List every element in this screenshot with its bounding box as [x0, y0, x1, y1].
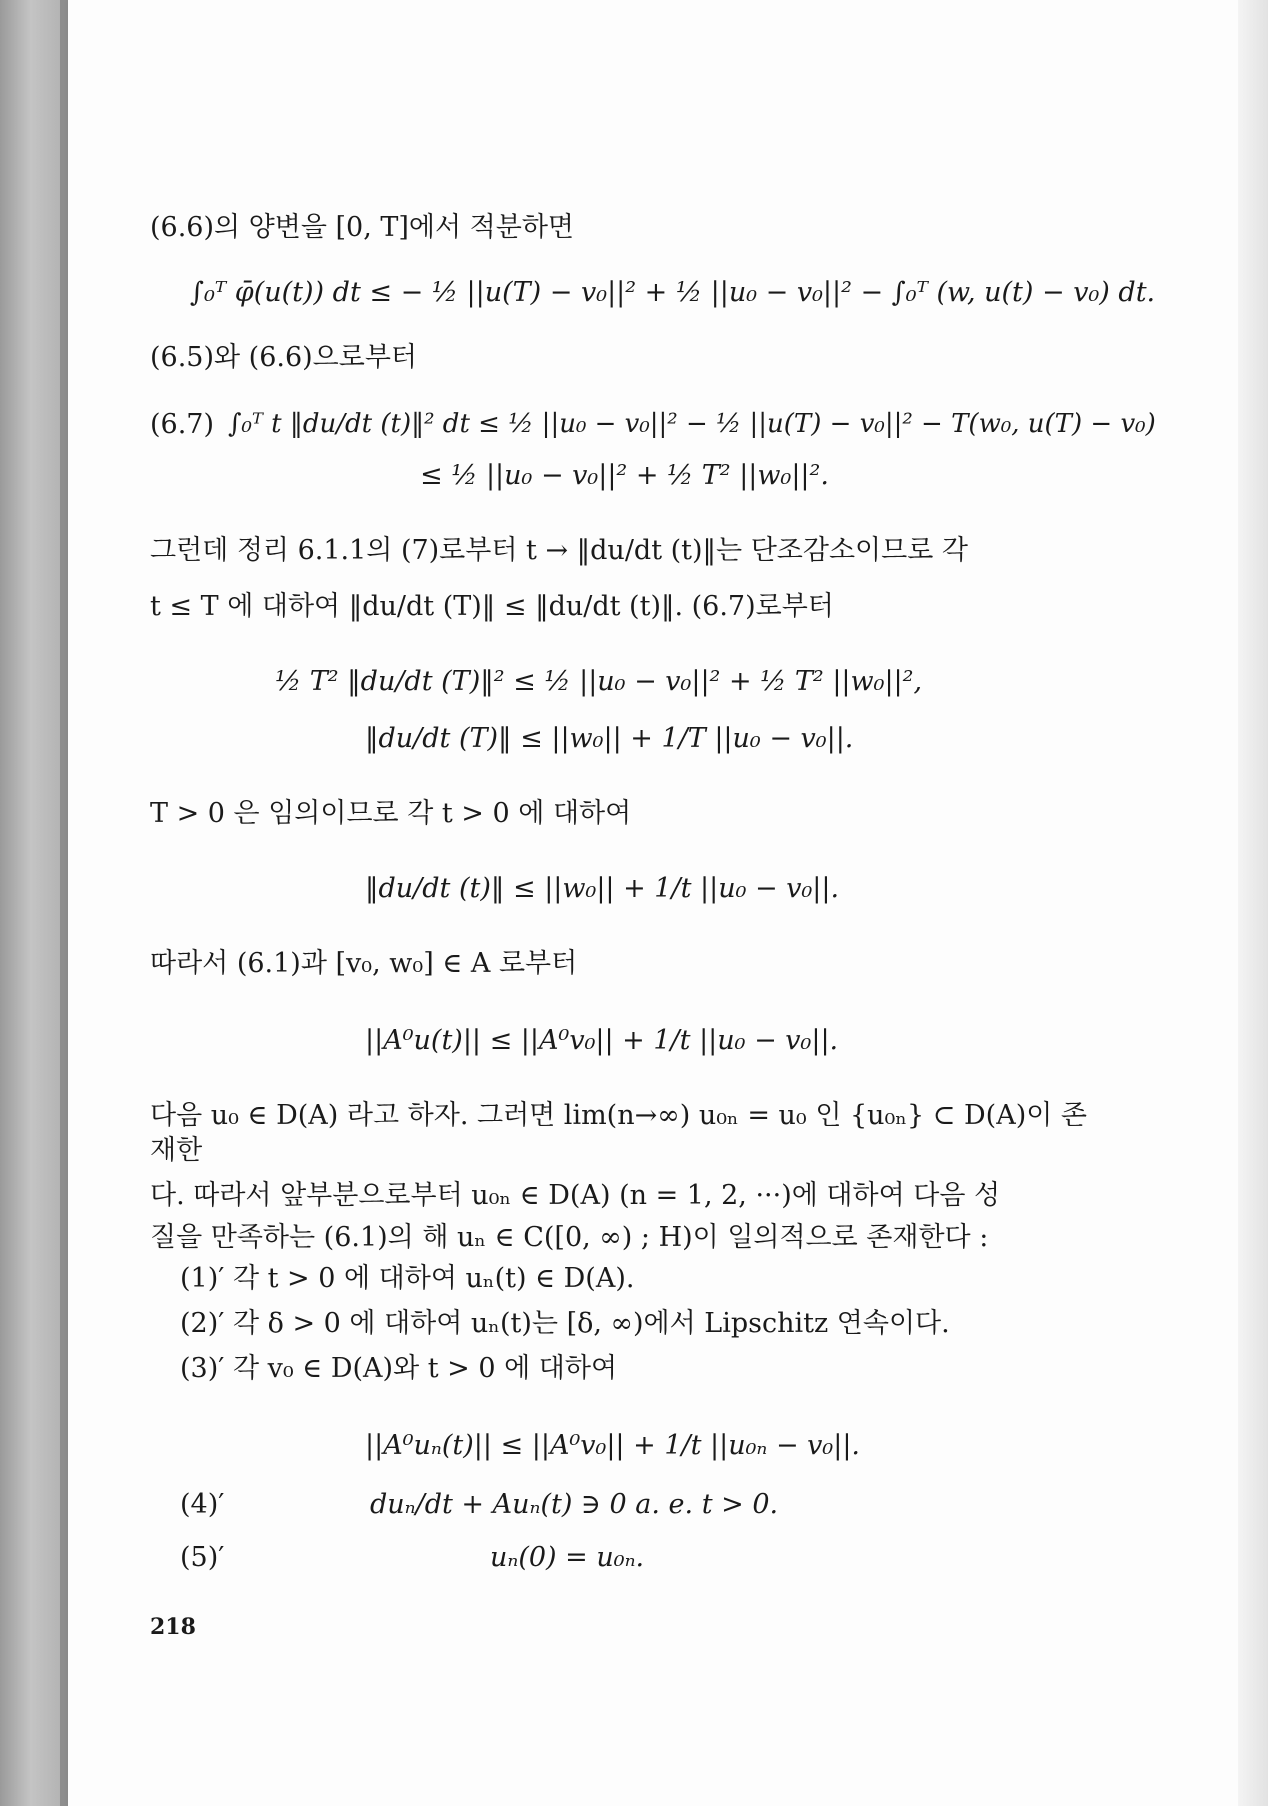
text-line-4: t ≤ T 에 대하여 ‖du/dt (T)‖ ≤ ‖du/dt (t)‖. (6.7)로부터 — [150, 590, 834, 622]
page-content — [150, 210, 1156, 1575]
book-spine-edge — [0, 0, 68, 1806]
equation-6-7-line-b: ≤ ½ ||u₀ − v₀||² + ½ T² ||w₀||². — [420, 460, 829, 492]
list-item-4 — [150, 1487, 1110, 1522]
book-right-edge — [1238, 0, 1268, 1806]
equation-6-7 — [150, 407, 1156, 442]
text-line-9: 질을 만족하는 (6.1)의 해 uₙ ∈ C([0, ∞) ; H)이 일의적으로 존재한다 : — [150, 1221, 989, 1253]
equation-3a: ½ T² ‖du/dt (T)‖² ≤ ½ ||u₀ − v₀||² + ½ T² ||w₀||², — [275, 665, 923, 697]
equation-6-7-line-a: ∫₀ᵀ t ‖du/dt (t)‖² dt ≤ ½ ||u₀ − v₀||² − ½ ||u(T) − v₀||² − T(w₀, u(T) − v₀) — [228, 408, 1156, 439]
text-line-6: 따라서 (6.1)과 [v₀, w₀] ∈ A 로부터 — [150, 948, 578, 980]
equation-8: uₙ(0) = u₀ₙ. — [490, 1542, 645, 1574]
text-line-7: 다음 u₀ ∈ D(A) 라고 하자. 그러면 lim(n→∞) u₀ₙ = u₀ 인 {u₀ₙ} ⊂ D(A)이 존재한 — [150, 1100, 1087, 1167]
list-item-4-label: (4)′ — [180, 1488, 225, 1520]
text-line-2: (6.5)와 (6.6)으로부터 — [150, 342, 418, 374]
equation-4: ‖du/dt (t)‖ ≤ ||w₀|| + 1/t ||u₀ − v₀||. — [365, 872, 840, 904]
list-item-3: (3)′ 각 v₀ ∈ D(A)와 t > 0 에 대하여 — [180, 1352, 618, 1384]
equation-7: duₙ/dt + Auₙ(t) ∋ 0 a. e. t > 0. — [370, 1488, 779, 1520]
equation-5: ||A⁰u(t)|| ≤ ||A⁰v₀|| + 1/t ||u₀ − v₀||. — [365, 1025, 839, 1057]
page-number: 218 — [150, 1614, 196, 1640]
text-line-1: (6.6)의 양변을 [0, T]에서 적분하면 — [150, 212, 574, 243]
list-item-5-label: (5)′ — [180, 1542, 225, 1574]
list-item-1: (1)′ 각 t > 0 에 대하여 uₙ(t) ∈ D(A). — [180, 1262, 635, 1294]
equation-label-6-7: (6.7) — [150, 409, 215, 441]
text-line-3: 그런데 정리 6.1.1의 (7)로부터 t → ‖du/dt (t)‖는 단조감소이므로 각 — [150, 535, 968, 567]
equation-6: ||A⁰uₙ(t)|| ≤ ||A⁰v₀|| + 1/t ||u₀ₙ − v₀||. — [365, 1429, 861, 1461]
equation-3b: ‖du/dt (T)‖ ≤ ||w₀|| + 1/T ||u₀ − v₀||. — [365, 722, 854, 754]
equation-1: ∫₀ᵀ φ̄(u(t)) dt ≤ − ½ ||u(T) − v₀||² + ½ ||u₀ − v₀||² − ∫₀ᵀ (w, u(t) − v₀) dt. — [190, 277, 1156, 309]
text-line-8: 다. 따라서 앞부분으로부터 u₀ₙ ∈ D(A) (n = 1, 2, ···)에 대하여 다음 성 — [150, 1180, 1001, 1212]
list-item-5 — [150, 1540, 1110, 1575]
text-line-5: T > 0 은 임의이므로 각 t > 0 에 대하여 — [150, 797, 632, 829]
book-spine-shadow — [60, 0, 68, 1806]
list-item-2: (2)′ 각 δ > 0 에 대하여 uₙ(t)는 [δ, ∞)에서 Lipschitz 연속이다. — [180, 1307, 950, 1339]
